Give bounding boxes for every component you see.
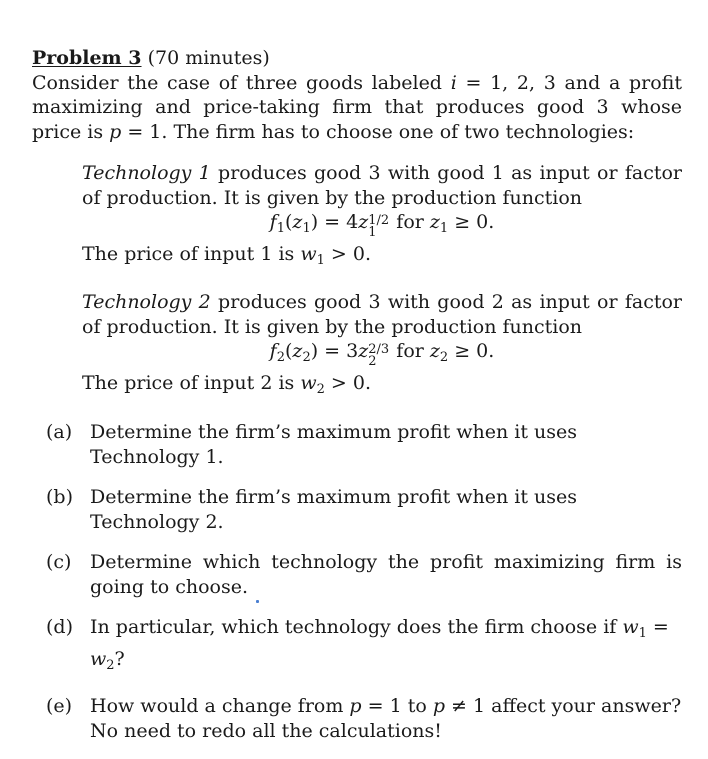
question-part-a	[32, 420, 682, 469]
part-text: In particular, which technology does the firm choose if $w_1 = w_2$?	[90, 616, 669, 673]
part-label: (c)	[46, 551, 72, 573]
part-label: (d)	[46, 616, 73, 638]
technology-1-description: Technology 1 produces good 3 with good 1 as input or factor of production. It is given by the production function	[82, 162, 682, 209]
question-part-e	[32, 694, 682, 743]
part-label: (a)	[46, 421, 73, 443]
question-part-b	[32, 485, 682, 534]
question-parts-list	[32, 420, 682, 743]
question-part-d	[32, 615, 682, 678]
part-label: (b)	[46, 486, 73, 508]
technology-2-description: Technology 2 produces good 3 with good 2 as input or factor of production. It is given by the production function	[82, 291, 682, 338]
stray-dot-mark	[256, 600, 259, 603]
part-text: How would a change from p = 1 to p ≠ 1 affect your answer? No need to redo all the calculations!	[90, 695, 682, 742]
part-label: (e)	[46, 695, 73, 717]
technology-2-block	[82, 290, 682, 402]
question-part-c	[32, 550, 682, 599]
input-2-price: The price of input 2 is $w_2 > 0$.	[82, 371, 372, 397]
production-function-2: $f_2(z_2) = 3z$ 2/3 2 for $z_2 \ge 0$.	[269, 340, 495, 369]
part-text: Determine the firm’s maximum profit when it uses Technology 2.	[90, 486, 578, 533]
problem-heading	[32, 46, 682, 71]
problem-document	[32, 46, 682, 759]
production-function-1: $f_1(z_1) = 4z$ 1/2 1 for $z_1 \ge 0$.	[269, 211, 495, 240]
technology-1-block	[82, 161, 682, 273]
part-text: Determine which technology the profit maximizing firm is going to choose.	[90, 551, 682, 598]
problem-title: Problem 3	[32, 47, 142, 69]
part-text: Determine the firm’s maximum profit when it uses Technology 1.	[90, 421, 578, 468]
technology-2-name: Technology 2	[82, 291, 211, 313]
technology-1-name: Technology 1	[82, 162, 211, 184]
problem-duration: (70 minutes)	[147, 47, 270, 69]
problem-intro: Consider the case of three goods labeled i = 1, 2, 3 and a profit maximizing and price-taking firm that produces good 3 whose price is p = 1. The firm has to choose one of two technologies:	[32, 71, 682, 143]
input-1-price: The price of input 1 is $w_1 > 0$.	[82, 242, 372, 268]
